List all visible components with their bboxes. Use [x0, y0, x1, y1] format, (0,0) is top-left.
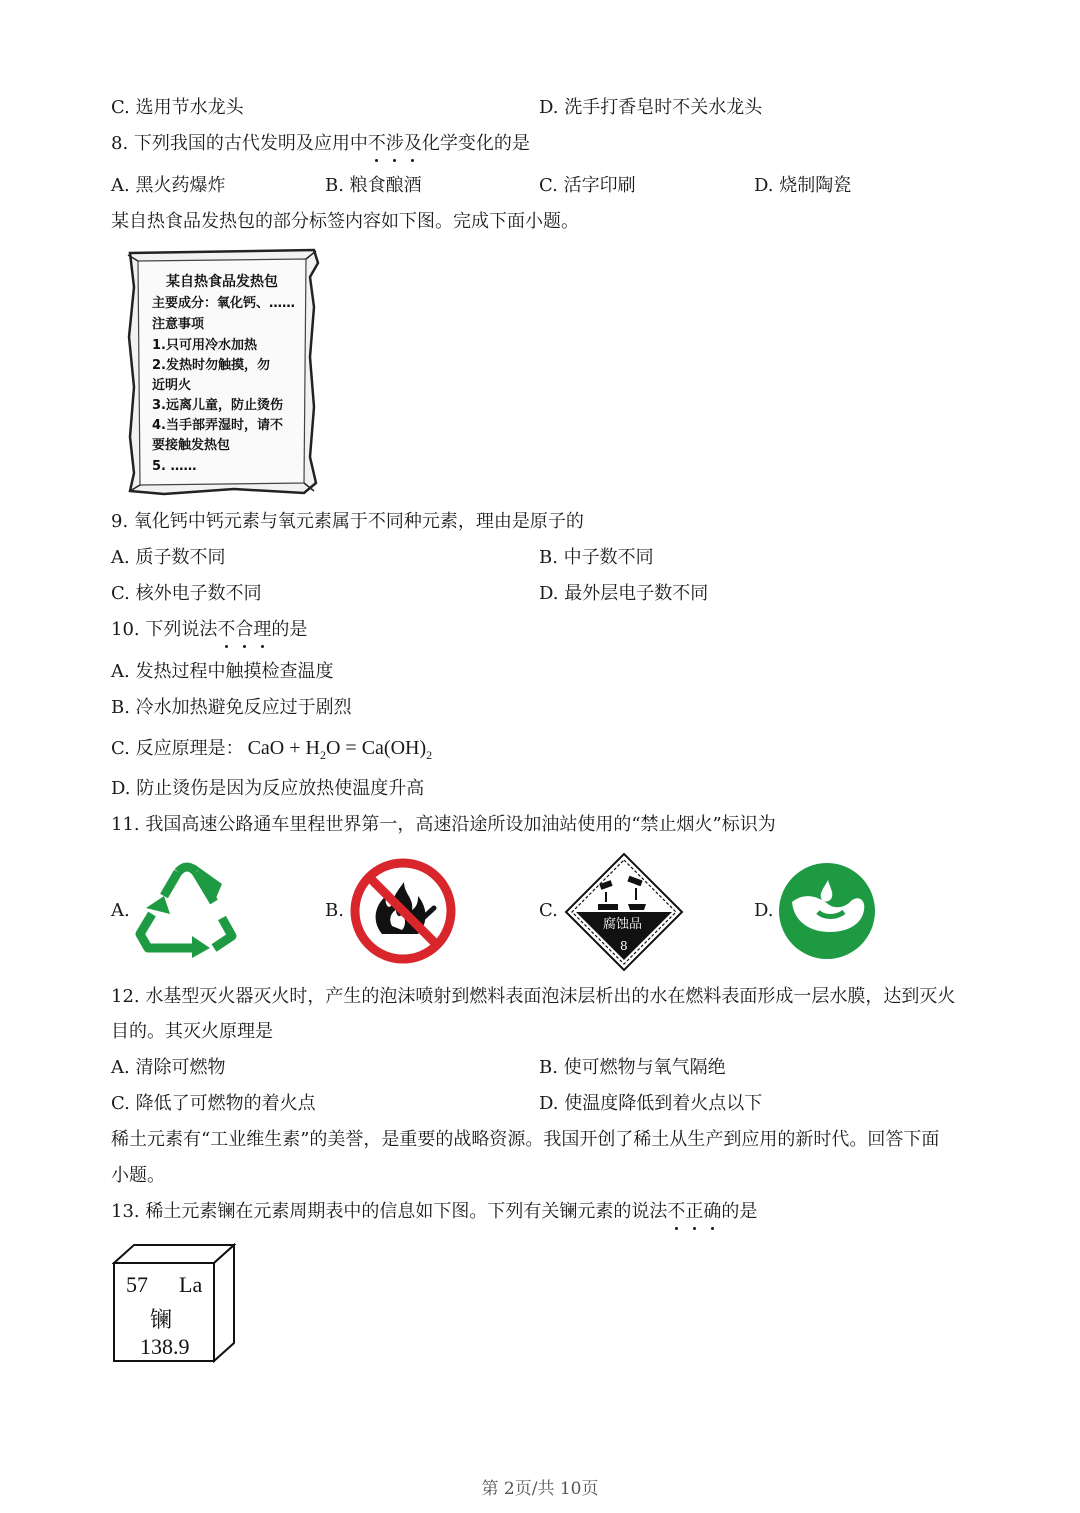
q11-letter-a: A.	[111, 900, 130, 921]
q13-stem: 13. 稀土元素镧在元素周期表中的信息如下图。下列有关镧元素的说法不正确的是	[111, 1201, 758, 1222]
q12-option-d: D. 使温度降低到着火点以下	[539, 1093, 763, 1114]
page-footer: 第 2页/共 10页	[481, 1479, 599, 1499]
q8-option-d: D. 烧制陶瓷	[754, 175, 852, 196]
q9-option-b: B. 中子数不同	[539, 547, 654, 568]
label-line-8: 要接触发热包	[152, 438, 231, 453]
intro-rare-earth-line-1: 稀土元素有“工业维生素”的美誉，是重要的战略资源。我国开创了稀土从生产到应用的新时代。回答下面	[111, 1129, 940, 1150]
q11-letter-b: B.	[325, 900, 344, 921]
element-atomic-number: 57	[126, 1272, 148, 1297]
label-line-3: 1.只可用冷水加热	[152, 338, 257, 353]
q12-stem-line-1: 12. 水基型灭火器灭火时，产生的泡沫喷射到燃料表面泡沫层析出的水在燃料表面形成一层水膜，达到灭火	[111, 986, 956, 1007]
label-line-6: 3.远离儿童，防止烫伤	[152, 398, 283, 413]
q8-option-c: C. 活字印刷	[539, 175, 636, 196]
water-saving-icon	[778, 862, 876, 960]
q10-option-c: C. 反应原理是： CaO + $H_2O = Ca(OH)_2$	[111, 737, 433, 762]
q11-letter-c: C.	[539, 900, 558, 921]
q10-stem: 10. 下列说法不合理的是	[111, 619, 308, 640]
q11-letter-d: D.	[754, 900, 774, 921]
label-line-7: 4.当手部弄湿时，请不	[152, 418, 283, 433]
q8-stem: 8. 下列我国的古代发明及应用中不涉及化学变化的是	[111, 133, 530, 154]
intro-rare-earth-line-2: 小题。	[111, 1165, 165, 1186]
element-atomic-mass: 138.9	[140, 1334, 190, 1359]
q12-stem-line-2: 目的。其灭火原理是	[111, 1021, 273, 1042]
label-line-2: 注意事项	[152, 317, 205, 332]
q10-option-d: D. 防止烫伤是因为反应放热使温度升高	[111, 778, 425, 799]
q7-option-d: D. 洗手打香皂时不关水龙头	[539, 97, 763, 118]
corrosive-number: 8	[620, 939, 628, 953]
q10-option-b: B. 冷水加热避免反应过于剧烈	[111, 697, 352, 718]
q8-option-b: B. 粮食酿酒	[325, 175, 422, 196]
label-title: 某自热食品发热包	[166, 274, 278, 290]
intro-heat-pack: 某自热食品发热包的部分标签内容如下图。完成下面小题。	[111, 211, 579, 232]
reaction-formula: CaO + $H_2O = Ca(OH)_2$	[247, 737, 433, 762]
recycle-icon	[134, 858, 242, 958]
q12-option-a: A. 清除可燃物	[111, 1057, 226, 1078]
corrosive-label: 腐蚀品	[603, 917, 643, 932]
corrosive-icon	[564, 852, 684, 972]
q9-option-c: C. 核外电子数不同	[111, 583, 262, 604]
label-line-5: 近明火	[152, 378, 192, 393]
q7-option-c: C. 选用节水龙头	[111, 97, 244, 118]
q9-stem: 9. 氧化钙中钙元素与氧元素属于不同种元素，理由是原子的	[111, 511, 584, 532]
q12-option-c: C. 降低了可燃物的着火点	[111, 1093, 316, 1114]
element-name: 镧	[150, 1308, 173, 1333]
label-line-4: 2.发热时勿触摸，勿	[152, 358, 270, 373]
q10-option-a: A. 发热过程中触摸检查温度	[111, 661, 334, 682]
element-symbol: La	[179, 1272, 203, 1297]
q8-option-a: A. 黑火药爆炸	[111, 175, 226, 196]
q11-stem: 11. 我国高速公路通车里程世界第一，高速沿途所设加油站使用的“禁止烟火”标识为	[111, 814, 776, 835]
q9-option-a: A. 质子数不同	[111, 547, 226, 568]
q9-option-d: D. 最外层电子数不同	[539, 583, 709, 604]
q12-option-b: B. 使可燃物与氧气隔绝	[539, 1057, 726, 1078]
no-fire-icon	[348, 856, 458, 966]
label-line-1: 主要成分：氧化钙、……	[152, 296, 296, 311]
label-line-9: 5. ……	[152, 459, 197, 474]
